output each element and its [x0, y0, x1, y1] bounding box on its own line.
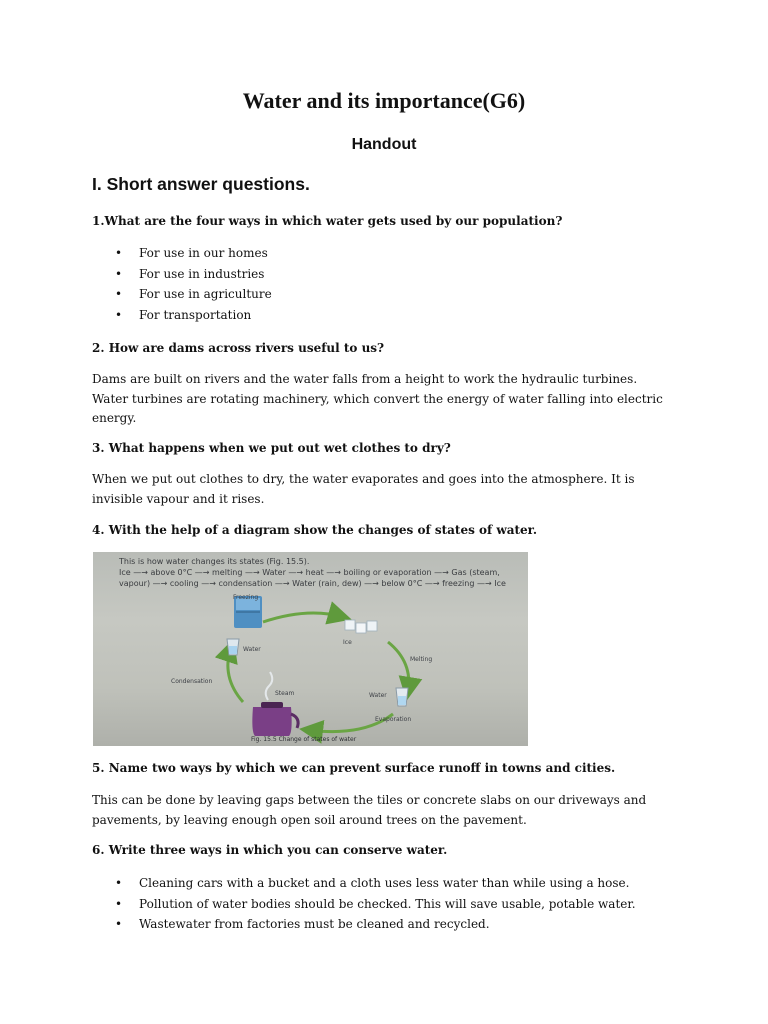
- list-item: • For use in industries: [92, 264, 272, 285]
- list-item: • Wastewater from factories must be cleaned and recycled.: [92, 914, 636, 935]
- cycle-illustration: [93, 552, 528, 746]
- list-item: • For transportation: [92, 305, 272, 326]
- label-evaporation: Evaporation: [375, 716, 412, 723]
- label-ice: Ice: [343, 639, 352, 646]
- states-of-water-diagram: [93, 552, 528, 746]
- question-1-bullet-list: [92, 243, 272, 325]
- label-steam: Steam: [275, 690, 295, 697]
- bullet-dot: •: [115, 246, 123, 260]
- question-4: 4. With the help of a diagram show the changes of states of water.: [92, 523, 538, 537]
- list-item: • For use in agriculture: [92, 284, 272, 305]
- question-6: 6. Write three ways in which you can conserve water.: [92, 843, 448, 857]
- document-subtitle: Handout: [351, 136, 417, 153]
- answer-3: When we put out clothes to dry, the water evaporates and goes into the atmosphere. It is invisible vapour and it rises.: [92, 472, 635, 506]
- arrow-melting: [388, 642, 409, 692]
- question-2: 2. How are dams across rivers useful to us?: [92, 341, 385, 355]
- question-6-bullet-list: [92, 873, 636, 935]
- water-glass-right-icon: [396, 688, 408, 706]
- answer-2: Dams are built on rivers and the water falls from a height to work the hydraulic turbines. Water turbines are rotating machinery, which convert the energy of water falling into electric energy.: [92, 372, 663, 425]
- bullet-dot: •: [115, 917, 123, 931]
- label-freezing: Freezing: [233, 594, 259, 601]
- list-item: • Cleaning cars with a bucket and a cloth uses less water than while using a hose.: [92, 873, 636, 894]
- question-1: 1.What are the four ways in which water gets used by our population?: [92, 214, 563, 228]
- bullet-dot: •: [115, 266, 123, 281]
- bullet-dot: •: [115, 876, 123, 890]
- label-water-right: Water: [369, 692, 387, 699]
- answer-5: This can be done by leaving gaps between the tiles or concrete slabs on our driveways and pavements, by leaving enough open soil around trees on the pavement.: [92, 793, 647, 827]
- list-item: • Pollution of water bodies should be checked. This will save usable, potable water.: [92, 894, 636, 915]
- kettle-icon: [252, 672, 298, 736]
- section-heading: I. Short answer questions.: [92, 174, 310, 194]
- bullet-dot: •: [115, 307, 123, 322]
- diagram-header-text: This is how water changes its states (Fig. 15.5). Ice —→ above 0°C —→ melting —→ Water —→ heat —→ boiling or evaporation —→ Gas (steam, vapour) —→ cooling —→ condensation —→ Water (rain, dew) —→ below 0°C —→ freezing —→ Ice: [119, 557, 506, 588]
- label-water-left: Water: [243, 646, 261, 653]
- label-melting: Melting: [410, 656, 433, 663]
- bullet-dot: •: [115, 896, 123, 911]
- document-title: Water and its importance(G6): [242, 88, 526, 113]
- bullet-dot: •: [115, 287, 123, 301]
- question-3: 3. What happens when we put out wet clothes to dry?: [92, 441, 451, 455]
- list-item: • For use in our homes: [92, 243, 272, 264]
- arrow-freezing: [263, 613, 343, 622]
- figure-caption: Fig. 15.5 Change of states of water: [251, 736, 357, 743]
- water-glass-left-icon: [227, 639, 239, 655]
- ice-cubes-icon: [345, 620, 377, 633]
- question-5: 5. Name two ways by which we can prevent surface runoff in towns and cities.: [92, 761, 616, 775]
- label-condensation: Condensation: [171, 678, 213, 685]
